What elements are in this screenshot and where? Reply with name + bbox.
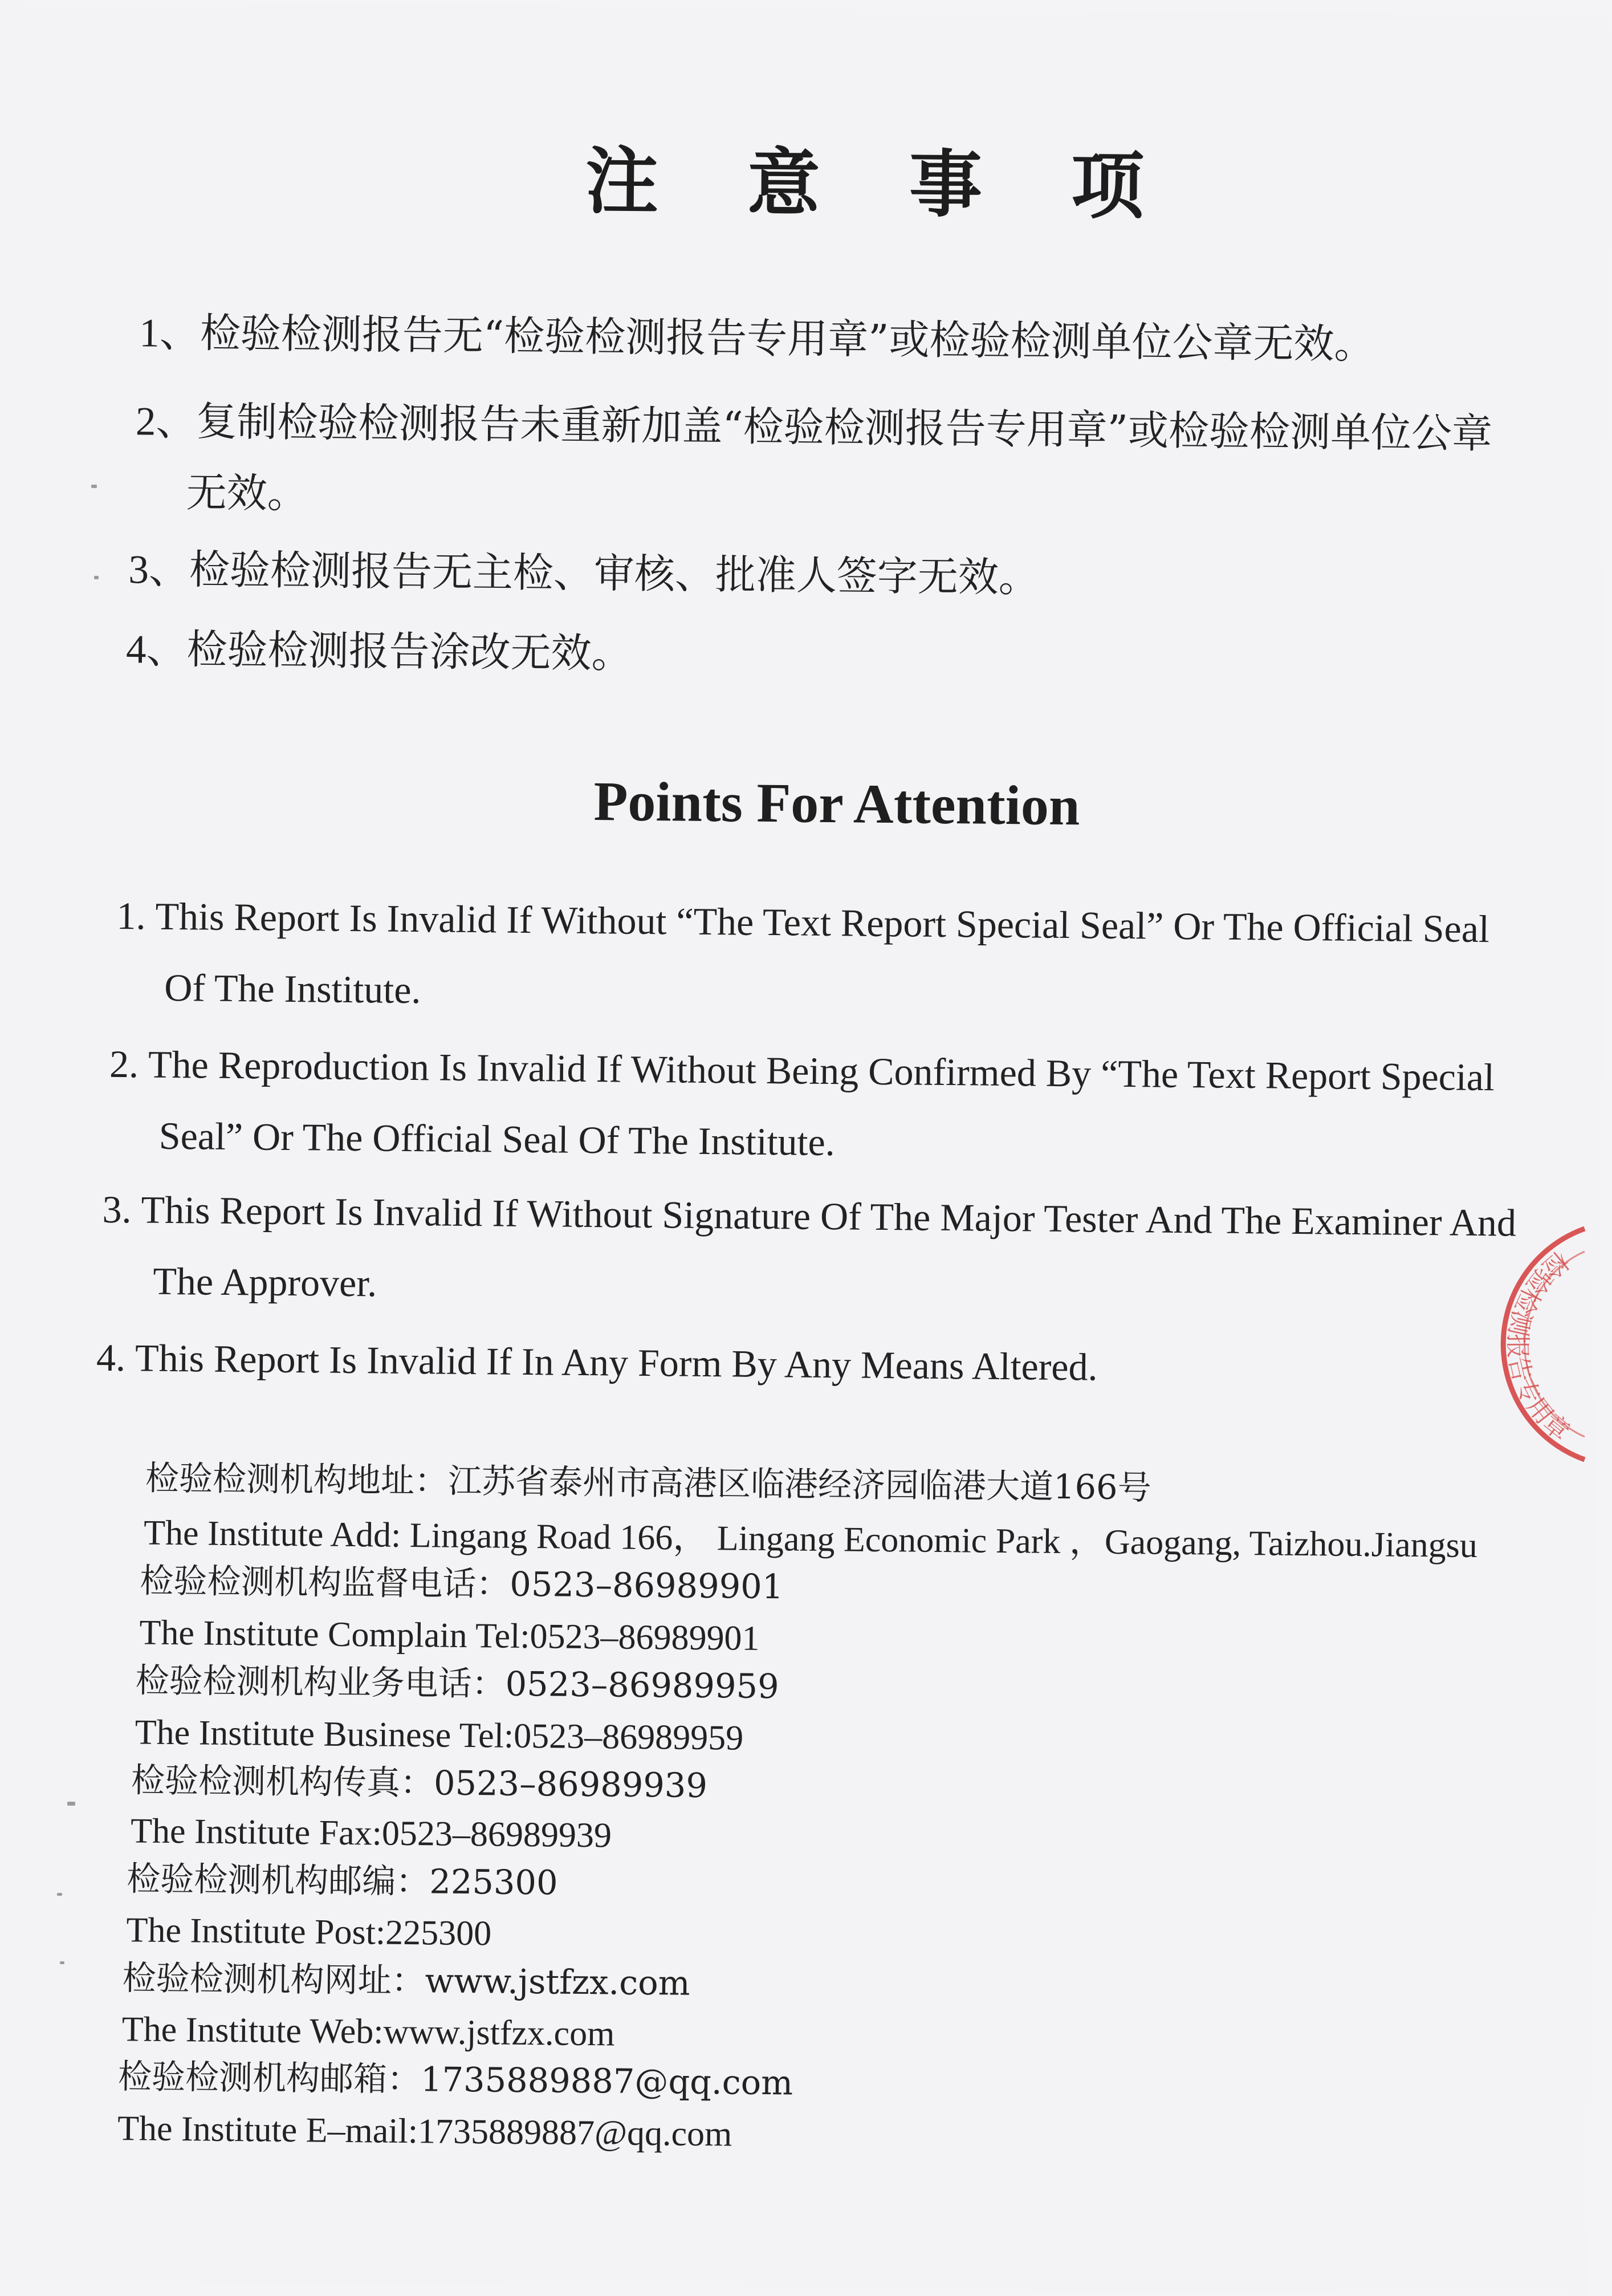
chinese-note-number: 3、 bbox=[128, 547, 190, 593]
chinese-note-text: 无效。 bbox=[186, 469, 308, 518]
contact-line: 检验检测机构地址：江苏省泰州市高港区临港经济园临港大道166号 bbox=[145, 1458, 1152, 1507]
english-note-text: This Report Is Invalid If In Any Form By Any Means Altered. bbox=[135, 1336, 1098, 1389]
chinese-note-number: 2、 bbox=[135, 399, 197, 445]
english-note-item bbox=[116, 894, 1490, 951]
scan-speck bbox=[94, 576, 99, 579]
english-note-number: 4. bbox=[96, 1335, 126, 1380]
english-note-continuation bbox=[164, 965, 421, 1012]
contact-line: The Institute Complain Tel:0523–86989901 bbox=[139, 1613, 760, 1658]
chinese-note-number: 1、 bbox=[139, 311, 201, 356]
english-note-item bbox=[96, 1335, 1098, 1389]
chinese-note-item bbox=[135, 397, 1493, 458]
contact-line: The Institute E–mail:1735889887@qq.com bbox=[117, 2109, 732, 2154]
contact-line: 检验检测机构网址：www.jstfzx.com bbox=[122, 1958, 690, 2003]
scan-speck bbox=[91, 485, 97, 488]
chinese-note-text: 检验检测报告无“检验检测报告专用章”或检验检测单位公章无效。 bbox=[200, 309, 1375, 368]
scan-speck bbox=[67, 1802, 75, 1806]
contact-line: 检验检测机构传真：0523–86989939 bbox=[131, 1760, 708, 1806]
seal-text: 检验检测报告专用章 bbox=[1503, 1245, 1576, 1447]
english-title: Points For Attention bbox=[593, 771, 1080, 838]
contact-line: 检验检测机构邮箱：1735889887@qq.com bbox=[117, 2057, 793, 2103]
english-note-item bbox=[102, 1187, 1517, 1245]
english-note-item bbox=[109, 1042, 1495, 1099]
contact-line: The Institute Add: Lingang Road 166， Lingang Economic Park ，Gaogang, Taizhou.Jiangsu bbox=[143, 1513, 1478, 1566]
contact-line: The Institute Fax:0523–86989939 bbox=[130, 1811, 612, 1855]
chinese-note-item bbox=[128, 546, 1040, 602]
chinese-note-item bbox=[125, 625, 632, 677]
english-note-text: This Report Is Invalid If Without “The Text Report Special Seal” Or The Official Seal bbox=[155, 894, 1490, 951]
chinese-note-continuation bbox=[186, 469, 308, 518]
english-note-continuation bbox=[158, 1114, 836, 1164]
english-note-text: The Approver. bbox=[153, 1259, 377, 1305]
chinese-note-text: 检验检测报告无主检、审核、批准人签字无效。 bbox=[189, 546, 1040, 602]
contact-line: 检验检测机构监督电话：0523–86989901 bbox=[140, 1561, 784, 1607]
chinese-title bbox=[585, 123, 1145, 233]
chinese-note-number: 4、 bbox=[125, 627, 187, 673]
contact-line: The Institute Businese Tel:0523–86989959 bbox=[135, 1713, 744, 1758]
english-note-text: This Report Is Invalid If Without Signature Of The Major Tester And The Examiner And bbox=[141, 1188, 1517, 1245]
chinese-note-text: 复制检验检测报告未重新加盖“检验检测报告专用章”或检验检测单位公章 bbox=[196, 397, 1493, 458]
english-note-text: Seal” Or The Official Seal Of The Institute. bbox=[158, 1114, 836, 1164]
chinese-note-text: 检验检测报告涂改无效。 bbox=[186, 625, 632, 677]
chinese-title-char: 意 bbox=[747, 140, 821, 226]
english-note-number: 2. bbox=[109, 1042, 139, 1086]
chinese-title-char: 项 bbox=[1070, 143, 1145, 230]
english-note-text: Of The Institute. bbox=[164, 965, 421, 1012]
contact-line: The Institute Post:225300 bbox=[126, 1911, 492, 1953]
contact-line: 检验检测机构邮编：225300 bbox=[127, 1859, 558, 1903]
contact-line: The Institute Web:www.jstfzx.com bbox=[121, 2010, 615, 2054]
chinese-note-item bbox=[139, 309, 1375, 368]
chinese-title-char: 注 bbox=[585, 138, 659, 225]
chinese-title-char: 事 bbox=[909, 141, 983, 228]
english-note-continuation bbox=[153, 1259, 377, 1305]
scan-speck bbox=[60, 1961, 64, 1964]
scan-speck bbox=[57, 1893, 62, 1896]
english-note-number: 3. bbox=[102, 1187, 132, 1232]
chinese-notes-list bbox=[0, 0, 1612, 677]
contact-line: 检验检测机构业务电话：0523–86989959 bbox=[135, 1660, 779, 1706]
english-note-text: The Reproduction Is Invalid If Without Being Confirmed By “The Text Report Special bbox=[148, 1042, 1495, 1099]
english-note-number: 1. bbox=[116, 894, 146, 938]
red-seal-stamp bbox=[1414, 1209, 1602, 1477]
